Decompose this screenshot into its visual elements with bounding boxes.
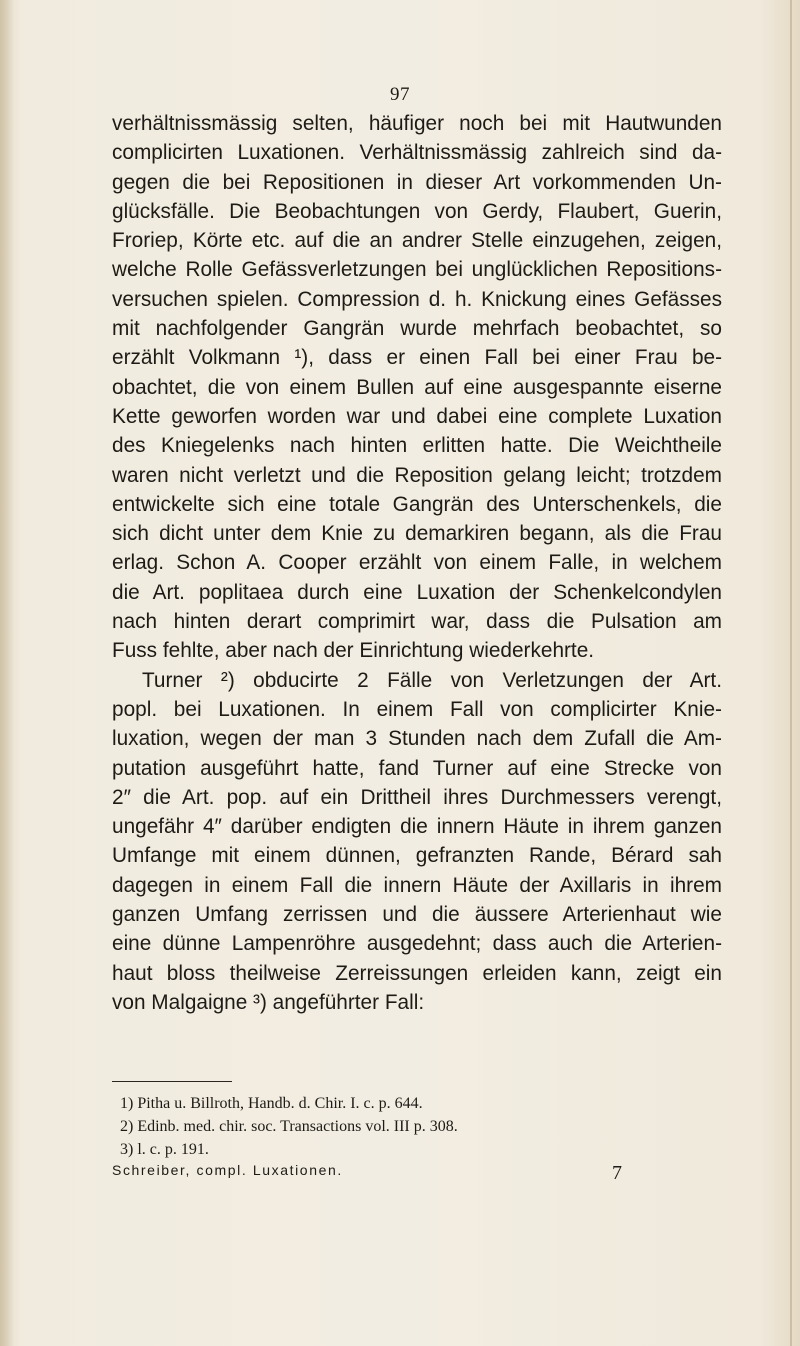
body-text — [112, 109, 722, 1017]
page-number: 97 — [390, 84, 410, 105]
text-line: putation ausgeführt hatte, fand Turner auf eine Strecke von — [112, 756, 722, 780]
text-line: complicirten Luxationen. Verhältnissmässig zahlreich sind da- — [112, 141, 722, 165]
text-line: obachtet, die von einem Bullen auf eine ausgespannte eiserne — [112, 375, 722, 399]
text-line: die Art. poplitaea durch eine Luxation der Schenkelcondylen — [112, 580, 722, 604]
text-line: popl. bei Luxationen. In einem Fall von complicirter Knie- — [112, 697, 722, 721]
text-line: erlag. Schon A. Cooper erzählt von einem Falle, in welchem — [112, 551, 722, 575]
binding-shadow — [0, 0, 14, 1346]
text-line: nach hinten derart comprimirt war, dass die Pulsation am — [112, 610, 722, 634]
footnote-divider — [112, 1081, 232, 1082]
signature-line — [112, 1162, 722, 1184]
text-line: luxation, wegen der man 3 Stunden nach dem Zufall die Am- — [112, 727, 722, 751]
footnote: 3) l. c. p. 191. — [120, 1141, 209, 1158]
text-line: Kette geworfen worden war und dabei eine complete Luxation — [112, 404, 722, 428]
text-line: glücksfälle. Die Beobachtungen von Gerdy, Flaubert, Guerin, — [112, 199, 722, 223]
printer-signature: Schreiber, compl. Luxationen. — [112, 1162, 343, 1178]
text-line: verhältnissmässig selten, häufiger noch bei mit Hautwunden — [112, 112, 722, 135]
text-line: erzählt Volkmann ¹), dass er einen Fall bei einer Frau be- — [112, 346, 722, 370]
text-line: von Malgaigne ³) angeführter Fall: — [112, 990, 425, 1014]
text-line: Froriep, Körte etc. auf die an andrer Stelle einzugehen, zeigen, — [112, 229, 722, 253]
text-line: entwickelte sich eine totale Gangrän des Unterschenkels, die — [112, 492, 722, 516]
text-line: mit nachfolgender Gangrän wurde mehrfach beobachtet, so — [112, 317, 722, 341]
text-line: welche Rolle Gefässverletzungen bei unglücklichen Repositions- — [112, 258, 722, 282]
sheet-number: 7 — [612, 1162, 622, 1184]
text-line: dagegen in einem Fall die innern Häute der Axillaris in ihrem — [112, 873, 722, 897]
footnote: 2) Edinb. med. chir. soc. Transactions vol. III p. 308. — [120, 1118, 458, 1135]
text-line: eine dünne Lampenröhre ausgedehnt; dass auch die Arterien- — [112, 932, 722, 956]
text-line: ungefähr 4″ darüber endigten die innern Häute in ihrem ganzen — [112, 815, 722, 839]
text-line: Turner ²) obducirte 2 Fälle von Verletzungen der Art. — [142, 668, 722, 692]
text-line: Umfange mit einem dünnen, gefranzten Rande, Bérard sah — [112, 844, 722, 868]
text-line: sich dicht unter dem Knie zu demarkiren begann, als die Frau — [112, 522, 722, 546]
text-line: waren nicht verletzt und die Reposition gelang leicht; trotzdem — [112, 463, 722, 487]
text-line: haut bloss theilweise Zerreissungen erleiden kann, zeigt ein — [112, 961, 722, 985]
text-line: gegen die bei Repositionen in dieser Art vorkommenden Un- — [112, 170, 722, 194]
text-line: versuchen spielen. Compression d. h. Knickung eines Gefässes — [112, 287, 722, 311]
footnote: 1) Pitha u. Billroth, Handb. d. Chir. I. c. p. 644. — [120, 1095, 423, 1112]
footnotes — [112, 1092, 722, 1161]
text-line: Fuss fehlte, aber nach der Einrichtung wiederkehrte. — [112, 639, 595, 663]
text-line: 2″ die Art. pop. auf ein Drittheil ihres Durchmessers verengt, — [112, 785, 722, 809]
text-line: ganzen Umfang zerrissen und die äussere Arterienhaut wie — [112, 903, 722, 927]
page-edge — [790, 0, 792, 1346]
text-line: des Kniegelenks nach hinten erlitten hatte. Die Weichtheile — [112, 434, 722, 458]
